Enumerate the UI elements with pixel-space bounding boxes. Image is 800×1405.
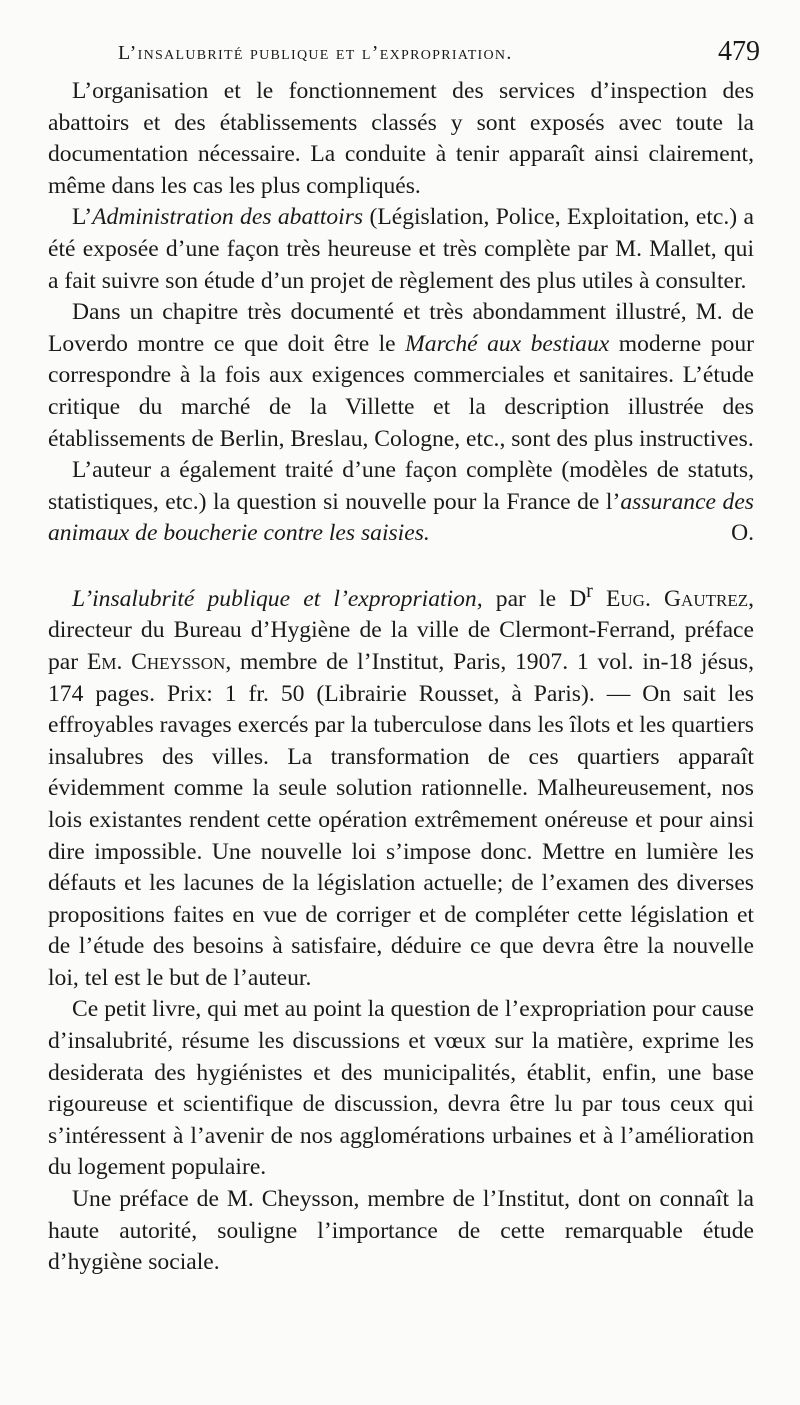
- review1-paragraph-1: [48, 76, 754, 202]
- review1-p2-pre: L’: [72, 204, 93, 231]
- review1-p2-post: (Législation, Police, Exploitation, etc.) a été exposée d’une façon très heureuse et très complète par M. Mallet, qui a fait suivre son étude d’un projet de règlement des plus utiles à consulter.: [48, 204, 754, 294]
- page-number: 479: [718, 36, 760, 67]
- body-text: [48, 76, 754, 1279]
- running-header: [100, 34, 760, 74]
- review1-signature: O.: [731, 520, 754, 547]
- review2-paragraph-2: [48, 994, 754, 1184]
- review1-p4-italic: assurance des animaux de boucherie contre les saisies.: [48, 488, 754, 547]
- review2-dr-sup: r: [586, 579, 593, 602]
- review2-paragraph-1: [48, 576, 754, 995]
- running-title: L’insalubrité publique et l’expropriation.: [118, 42, 513, 64]
- review1-p1-text: L’organisation et le fonctionnement des services d’inspection des abattoirs et des établissements classés y sont exposés avec toute la documentation nécessaire. La conduite à tenir apparaît ainsi clairement, même dans les cas les plus compliqués.: [48, 78, 754, 199]
- review1-paragraph-2: [48, 202, 754, 297]
- review2-p3-text: Une préface de M. Cheysson, membre de l’Institut, dont on connaît la haute autorité, souligne l’importance de cette remarquable étude d’hygiène sociale.: [48, 1186, 754, 1276]
- review1-p4-pre: L’auteur a également traité d’une façon complète (modèles de statuts, statistiques, etc.) la question si nouvelle pour la France de l’: [48, 457, 754, 515]
- review1-p3-italic: Marché aux bestiaux: [405, 330, 610, 357]
- review1-p3-pre: Dans un chapitre très documenté et très abondamment illustré, M. de Loverdo montre ce que doit être le: [48, 299, 754, 357]
- review2-paragraph-3: [48, 1184, 754, 1279]
- review1-paragraph-4: [48, 455, 754, 550]
- review2-book-title: L’insalubrité publique et l’expropriation,: [72, 585, 483, 612]
- review1-p2-italic: Administration des abattoirs: [92, 204, 364, 231]
- review2-p1-b: , membre de l’Institut, Paris, 1907. 1 vol. in-18 jésus, 174 pages. Prix: 1 fr. 50 (Librairie Rousset, à Paris). — On sait les effroyables ravages exercés par la tuberculose dans les îlots et les quartiers insalubres des villes. La transformation de ces quartiers apparaît évidemment comme la seule solution rationnelle. Malheureusement, nos lois existantes rendent cette opération extrêmement onéreuse et pour ainsi dire impossible. Une nouvelle loi s’impose donc. Mettre en lumière les défauts et les lacunes de la législation actuelle; de l’examen des diverses propositions faites en vue de corriger et de compléter cette législation et de l’étude des besoins à satisfaire, déduire ce que devra être la nouvelle loi, tel est le but de l’auteur.: [48, 648, 755, 991]
- review1-p3-post: moderne pour correspondre à la fois aux exigences commerciales et sanitaires. L’étude critique du marché de la Villette et la description illustrée des établissements de Berlin, Breslau, Cologne, etc., sont des plus instructives.: [48, 330, 754, 452]
- review2-preface-author: Em. Cheysson: [86, 648, 226, 675]
- review1-paragraph-3: [48, 297, 754, 455]
- review2-by: par le D: [482, 585, 587, 612]
- review2-p1-a: , directeur du Bureau d’Hygiène de la ville de Clermont-Ferrand, préface par: [48, 585, 754, 675]
- review2-author: Eug. Gautrez: [592, 585, 749, 612]
- review2-p2-text: Ce petit livre, qui met au point la question de l’expropriation pour cause d’insalubrité, résume les discussions et vœux sur la matière, exprime les desiderata des hygiénistes et des municipalités, établit, enfin, une base rigoureuse et scientifique de discussion, devra être lu par tous ceux qui s’intéressent à l’avenir de nos agglomérations urbaines et à l’amélioration du logement populaire.: [48, 996, 754, 1181]
